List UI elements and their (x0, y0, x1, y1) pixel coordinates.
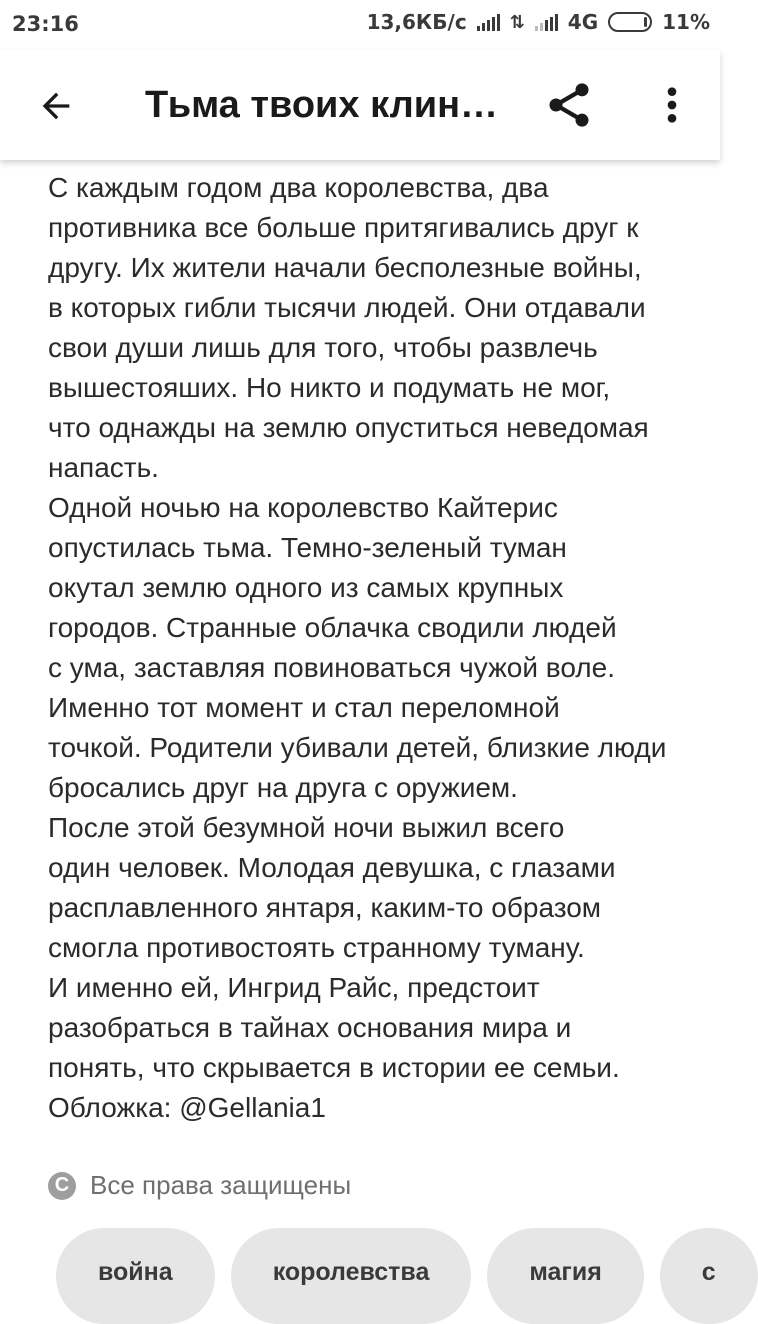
copyright-notice (48, 1170, 351, 1201)
copyright-icon: C (48, 1172, 76, 1200)
status-indicators (367, 10, 710, 34)
tag-chip-kingdoms[interactable]: королевства (231, 1228, 472, 1324)
signal-2-icon (535, 13, 558, 31)
status-time: 23:16 (12, 12, 79, 36)
data-transfer-icon: ⇅ (509, 11, 525, 33)
tag-list (56, 1228, 716, 1286)
network-speed: 13,6КБ/с (366, 10, 467, 34)
more-vert-icon (666, 85, 678, 125)
status-bar (0, 0, 720, 50)
network-type: 4G (567, 10, 599, 34)
book-description-section (48, 168, 688, 1128)
signal-icon (477, 13, 500, 31)
copyright-text: Все права защищены (90, 1170, 352, 1200)
battery-icon (608, 12, 652, 32)
book-description: С каждым годом два королевства, два противника все больше притягивались друг к другу. Их жители начали бесполезные войны, в которых гибли тысячи людей. Они отдавали свои души лишь для того, чтобы развлечь вышестояших. Но никто и подумать не мог, что однажды на землю опуститься неведомая напасть. Одной ночью на королевство Кайтерис опустилась тьма. Темно-зеленый туман окутал землю одного из самых крупных городов. Странные облачка сводили людей с ума, заставляя повиноваться чужой воле. Именно тот момент и стал переломной точкой. Родители убивали детей, близкие люди бросались друг на друга с оружием. После этой безумной ночи выжил всего один человек. Молодая девушка, с глазами расплавленного янтаря, каким-то образом смогла противостоять странному туману. И именно ей, Ингрид Райс, предстоит разобраться в тайнах основания мира и понять, что скрывается в истории ее семьи. Обложка: @Gellania1 (48, 172, 667, 1123)
tag-chip-partial[interactable]: с (660, 1228, 758, 1324)
share-button[interactable] (538, 74, 600, 136)
page-title: Тьма твоих клин… (145, 84, 499, 126)
tag-chip-magic[interactable]: магия (487, 1228, 643, 1324)
arrow-back-icon (36, 86, 76, 126)
back-button[interactable] (30, 80, 82, 132)
app-bar (0, 50, 720, 160)
battery-level: 11% (662, 10, 710, 34)
share-icon (543, 79, 595, 131)
tag-chip-war[interactable]: война (56, 1228, 215, 1324)
more-options-button[interactable] (650, 74, 694, 136)
